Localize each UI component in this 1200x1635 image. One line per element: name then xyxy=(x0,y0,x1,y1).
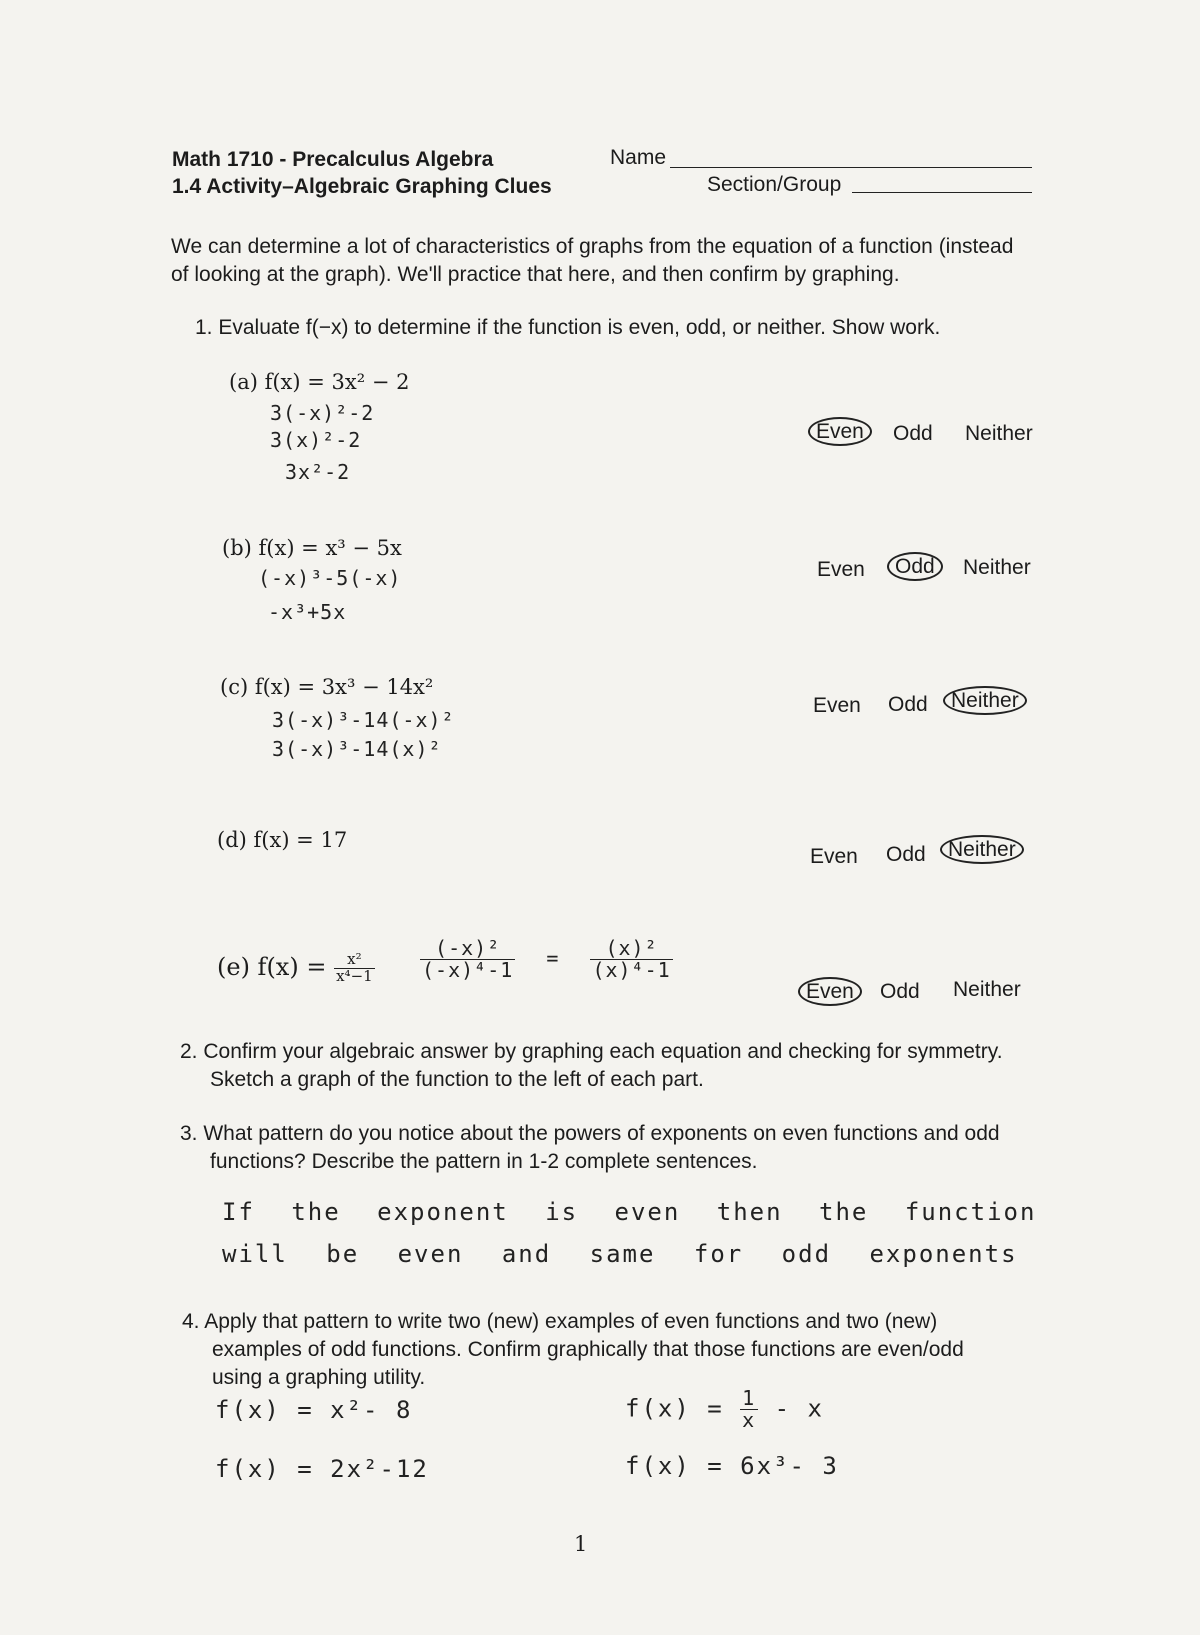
q4-odd1-suffix: - x xyxy=(774,1394,825,1423)
q4-odd1-fraction xyxy=(740,1388,758,1431)
q4-odd1-den: x xyxy=(742,1408,757,1432)
q1-prompt: 1. Evaluate f(−x) to determine if the function is even, odd, or neither. Show work. xyxy=(195,316,941,339)
q1d-choice-even[interactable]: Even xyxy=(810,845,858,868)
q2-line-1: 2. Confirm your algebraic answer by graphing each equation and checking for symmetry. xyxy=(180,1040,1003,1063)
q1d-choice-odd[interactable]: Odd xyxy=(886,843,926,866)
q1d-function: (d) f(x) = 17 xyxy=(217,828,348,852)
q1c-work-1: 3(-x)³-14(-x)² xyxy=(272,708,455,732)
q1c-choice-odd[interactable]: Odd xyxy=(888,693,928,716)
q1e-work-equals: = xyxy=(546,946,560,970)
q3-answer-1: If the exponent is even then the function xyxy=(222,1198,1037,1226)
course-title: Math 1710 - Precalculus Algebra xyxy=(172,148,494,171)
q1e-work xyxy=(420,938,673,981)
page-number: 1 xyxy=(574,1532,588,1556)
q1e-label-prefix: (e) f(x) = xyxy=(217,952,327,981)
q1c-choice-even[interactable]: Even xyxy=(813,694,861,717)
q4-odd-example-1 xyxy=(625,1388,824,1431)
q3-line-2: functions? Describe the pattern in 1-2 complete sentences. xyxy=(210,1150,758,1173)
name-blank xyxy=(670,167,1032,168)
q1a-choice-neither[interactable]: Neither xyxy=(965,422,1033,445)
q4-line-2: examples of odd functions. Confirm graphically that those functions are even/odd xyxy=(212,1338,964,1361)
q1e-work-frac-1 xyxy=(420,938,515,981)
activity-title: 1.4 Activity–Algebraic Graphing Clues xyxy=(172,175,552,198)
q1e-choice-even[interactable] xyxy=(798,980,862,1004)
q2-line-2: Sketch a graph of the function to the left of each part. xyxy=(210,1068,704,1091)
q1e-function xyxy=(217,952,375,985)
q3-answer-2: will be even and same for odd exponents xyxy=(222,1240,1018,1268)
q4-line-1: 4. Apply that pattern to write two (new) examples of even functions and two (new) xyxy=(182,1310,938,1333)
q1e-fraction xyxy=(334,952,375,985)
q1e-work-frac-2 xyxy=(590,938,672,981)
q1a-function: (a) f(x) = 3x² − 2 xyxy=(229,370,410,394)
q1e-work-frac-2-den: (x)⁴-1 xyxy=(592,958,671,982)
q4-even-example-2: f(x) = 2x²-12 xyxy=(215,1455,429,1483)
q1b-choice-neither[interactable]: Neither xyxy=(963,556,1031,579)
q4-line-3: using a graphing utility. xyxy=(212,1366,426,1389)
section-blank xyxy=(852,192,1032,193)
q1b-work-2: -x³+5x xyxy=(268,600,347,624)
q1a-choice-even[interactable] xyxy=(808,420,872,444)
circled-answer: Even xyxy=(808,417,872,446)
q4-even-example-1: f(x) = x²- 8 xyxy=(215,1396,413,1424)
q1a-work-3: 3x²-2 xyxy=(285,460,351,484)
q3-line-1: 3. What pattern do you notice about the powers of exponents on even functions and odd xyxy=(180,1122,1000,1145)
q1e-choice-neither[interactable]: Neither xyxy=(953,978,1021,1001)
section-label: Section/Group xyxy=(707,173,842,196)
q1a-work-1: 3(-x)²-2 xyxy=(270,401,375,425)
q1a-work-2: 3(x)²-2 xyxy=(270,428,362,452)
name-label: Name xyxy=(610,146,667,169)
q4-odd1-prefix: f(x) = xyxy=(625,1394,724,1423)
q1b-choice-odd[interactable] xyxy=(887,555,943,579)
q1e-choice-odd[interactable]: Odd xyxy=(880,980,920,1003)
q1e-numerator: x² xyxy=(334,952,375,969)
q1e-work-frac-1-num: (-x)² xyxy=(420,938,515,960)
q1e-work-frac-1-den: (-x)⁴-1 xyxy=(422,958,514,982)
q1b-choice-even[interactable]: Even xyxy=(817,558,865,581)
q1b-work-1: (-x)³-5(-x) xyxy=(258,566,402,590)
q1d-choice-neither[interactable] xyxy=(940,838,1024,862)
q4-odd-example-2: f(x) = 6x³- 3 xyxy=(625,1452,839,1480)
circled-answer: Neither xyxy=(943,686,1027,715)
circled-answer: Even xyxy=(798,977,862,1006)
q1e-denominator: x⁴−1 xyxy=(336,966,373,985)
q4-odd1-num: 1 xyxy=(742,1386,757,1410)
q1c-function: (c) f(x) = 3x³ − 14x² xyxy=(220,675,434,699)
circled-answer: Odd xyxy=(887,552,943,581)
circled-answer: Neither xyxy=(940,835,1024,864)
q1c-work-2: 3(-x)³-14(x)² xyxy=(272,737,442,761)
q1e-work-frac-2-num: (x)² xyxy=(590,938,672,960)
intro-line-1: We can determine a lot of characteristics of graphs from the equation of a function (instead xyxy=(171,235,1014,258)
q1a-choice-odd[interactable]: Odd xyxy=(893,422,933,445)
intro-line-2: of looking at the graph). We'll practice that here, and then confirm by graphing. xyxy=(171,263,900,286)
q1b-function: (b) f(x) = x³ − 5x xyxy=(222,536,402,560)
q1c-choice-neither[interactable] xyxy=(943,689,1027,713)
